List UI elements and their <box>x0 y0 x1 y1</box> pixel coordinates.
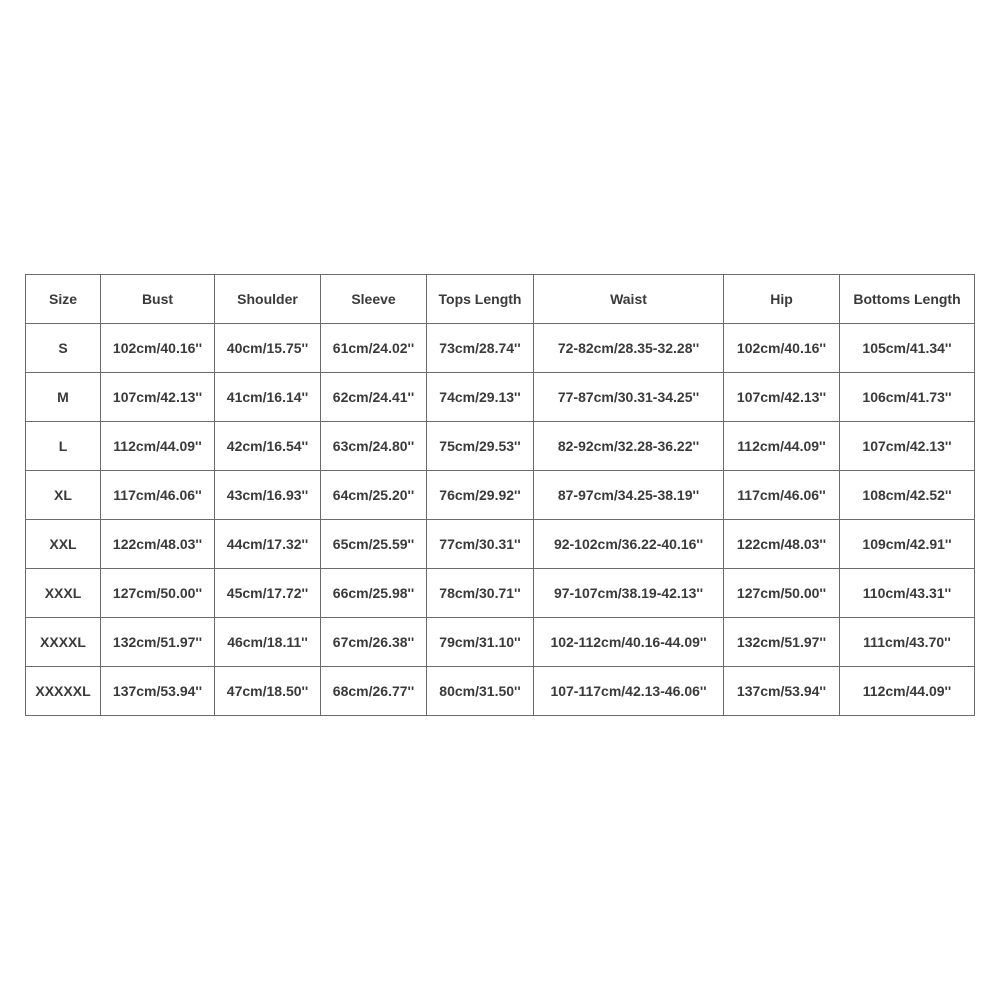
header-cell-waist: Waist <box>534 275 724 324</box>
header-cell-hip: Hip <box>724 275 840 324</box>
size-chart-table <box>25 274 975 716</box>
cell-waist: 77-87cm/30.31-34.25'' <box>534 373 724 422</box>
cell-shoulder: 44cm/17.32'' <box>215 520 321 569</box>
cell-bottoms-length: 108cm/42.52'' <box>840 471 975 520</box>
cell-bust: 137cm/53.94'' <box>101 667 215 716</box>
cell-size: XXXXL <box>26 618 101 667</box>
cell-shoulder: 43cm/16.93'' <box>215 471 321 520</box>
header-cell-shoulder: Shoulder <box>215 275 321 324</box>
cell-bottoms-length: 105cm/41.34'' <box>840 324 975 373</box>
cell-shoulder: 47cm/18.50'' <box>215 667 321 716</box>
cell-hip: 137cm/53.94'' <box>724 667 840 716</box>
cell-bust: 132cm/51.97'' <box>101 618 215 667</box>
cell-waist: 87-97cm/34.25-38.19'' <box>534 471 724 520</box>
header-row <box>26 275 975 324</box>
table-row <box>26 422 975 471</box>
cell-waist: 92-102cm/36.22-40.16'' <box>534 520 724 569</box>
cell-shoulder: 46cm/18.11'' <box>215 618 321 667</box>
header-cell-bottoms-length: Bottoms Length <box>840 275 975 324</box>
cell-sleeve: 65cm/25.59'' <box>321 520 427 569</box>
cell-waist: 97-107cm/38.19-42.13'' <box>534 569 724 618</box>
cell-tops-length: 78cm/30.71'' <box>427 569 534 618</box>
table-row <box>26 520 975 569</box>
header-cell-bust: Bust <box>101 275 215 324</box>
size-chart-body <box>26 324 975 716</box>
cell-bottoms-length: 107cm/42.13'' <box>840 422 975 471</box>
cell-size: XXXL <box>26 569 101 618</box>
cell-shoulder: 42cm/16.54'' <box>215 422 321 471</box>
cell-shoulder: 41cm/16.14'' <box>215 373 321 422</box>
cell-tops-length: 75cm/29.53'' <box>427 422 534 471</box>
cell-tops-length: 80cm/31.50'' <box>427 667 534 716</box>
cell-size: XXL <box>26 520 101 569</box>
cell-hip: 122cm/48.03'' <box>724 520 840 569</box>
cell-hip: 127cm/50.00'' <box>724 569 840 618</box>
cell-sleeve: 66cm/25.98'' <box>321 569 427 618</box>
cell-shoulder: 45cm/17.72'' <box>215 569 321 618</box>
cell-tops-length: 77cm/30.31'' <box>427 520 534 569</box>
cell-bust: 102cm/40.16'' <box>101 324 215 373</box>
cell-size: XL <box>26 471 101 520</box>
header-cell-size: Size <box>26 275 101 324</box>
cell-shoulder: 40cm/15.75'' <box>215 324 321 373</box>
table-row <box>26 618 975 667</box>
cell-size: XXXXXL <box>26 667 101 716</box>
cell-hip: 112cm/44.09'' <box>724 422 840 471</box>
cell-hip: 107cm/42.13'' <box>724 373 840 422</box>
cell-sleeve: 62cm/24.41'' <box>321 373 427 422</box>
cell-sleeve: 64cm/25.20'' <box>321 471 427 520</box>
table-row <box>26 373 975 422</box>
table-row <box>26 471 975 520</box>
header-cell-sleeve: Sleeve <box>321 275 427 324</box>
cell-bottoms-length: 110cm/43.31'' <box>840 569 975 618</box>
header-cell-tops-length: Tops Length <box>427 275 534 324</box>
cell-tops-length: 74cm/29.13'' <box>427 373 534 422</box>
cell-hip: 117cm/46.06'' <box>724 471 840 520</box>
cell-tops-length: 73cm/28.74'' <box>427 324 534 373</box>
table-row <box>26 667 975 716</box>
cell-size: S <box>26 324 101 373</box>
cell-tops-length: 79cm/31.10'' <box>427 618 534 667</box>
cell-sleeve: 67cm/26.38'' <box>321 618 427 667</box>
cell-sleeve: 68cm/26.77'' <box>321 667 427 716</box>
cell-bottoms-length: 109cm/42.91'' <box>840 520 975 569</box>
cell-waist: 102-112cm/40.16-44.09'' <box>534 618 724 667</box>
cell-bottoms-length: 112cm/44.09'' <box>840 667 975 716</box>
cell-sleeve: 63cm/24.80'' <box>321 422 427 471</box>
cell-tops-length: 76cm/29.92'' <box>427 471 534 520</box>
cell-hip: 102cm/40.16'' <box>724 324 840 373</box>
cell-sleeve: 61cm/24.02'' <box>321 324 427 373</box>
cell-bust: 107cm/42.13'' <box>101 373 215 422</box>
cell-hip: 132cm/51.97'' <box>724 618 840 667</box>
cell-waist: 72-82cm/28.35-32.28'' <box>534 324 724 373</box>
cell-size: L <box>26 422 101 471</box>
cell-bust: 122cm/48.03'' <box>101 520 215 569</box>
table-row <box>26 569 975 618</box>
cell-bust: 112cm/44.09'' <box>101 422 215 471</box>
cell-bust: 127cm/50.00'' <box>101 569 215 618</box>
cell-waist: 107-117cm/42.13-46.06'' <box>534 667 724 716</box>
cell-size: M <box>26 373 101 422</box>
table-row <box>26 324 975 373</box>
cell-bottoms-length: 106cm/41.73'' <box>840 373 975 422</box>
cell-bust: 117cm/46.06'' <box>101 471 215 520</box>
cell-waist: 82-92cm/32.28-36.22'' <box>534 422 724 471</box>
cell-bottoms-length: 111cm/43.70'' <box>840 618 975 667</box>
